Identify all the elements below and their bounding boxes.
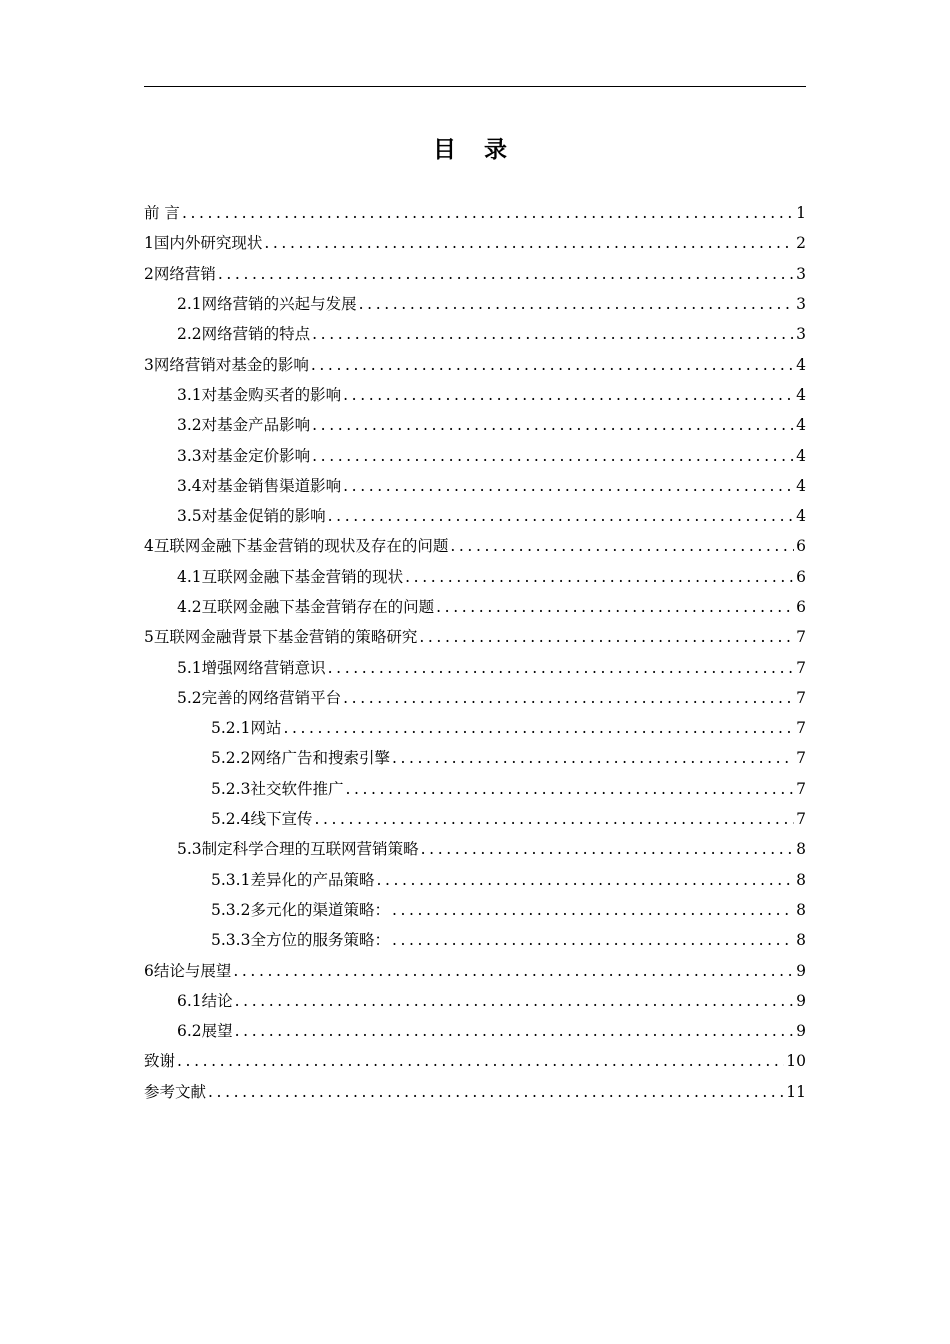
toc-entry[interactable] — [144, 895, 806, 925]
toc-entry[interactable] — [144, 925, 806, 955]
toc-entry[interactable] — [144, 562, 806, 592]
toc-page-number: 8 — [796, 900, 806, 919]
toc-entry-title: 5.3.2多元化的渠道策略： — [211, 895, 390, 925]
toc-page-number: 8 — [796, 840, 806, 859]
toc-entry-title: 2.2网络营销的特点 — [177, 319, 310, 349]
toc-dot-leader — [421, 834, 794, 864]
toc-entry[interactable] — [144, 228, 806, 258]
toc-entry[interactable] — [144, 804, 806, 834]
toc-page-number: 4 — [796, 476, 806, 495]
toc-entry-title: 2网络营销 — [144, 259, 216, 289]
toc-entry-title: 3.4对基金销售渠道影响 — [177, 471, 341, 501]
toc-entry[interactable] — [144, 319, 806, 349]
toc-entry[interactable] — [144, 259, 806, 289]
toc-dot-leader — [392, 743, 794, 773]
toc-entry-title: 3.1对基金购买者的影响 — [177, 380, 341, 410]
toc-dot-leader — [343, 683, 794, 713]
toc-page-number: 1 — [796, 204, 806, 223]
toc-entry-title: 4.1互联网金融下基金营销的现状 — [177, 562, 403, 592]
toc-page-number: 7 — [796, 749, 806, 768]
toc-dot-leader — [312, 319, 794, 349]
toc-page-number: 4 — [796, 385, 806, 404]
toc-entry[interactable] — [144, 471, 806, 501]
toc-entry[interactable] — [144, 743, 806, 773]
toc-page-number: 10 — [786, 1052, 806, 1071]
toc-page-number: 6 — [796, 537, 806, 556]
toc-entry-title: 前 言 — [144, 198, 180, 228]
toc-entry-title: 6.2展望 — [177, 1016, 233, 1046]
toc-page-number: 3 — [796, 295, 806, 314]
toc-entry[interactable] — [144, 955, 806, 985]
toc-entry-title: 5.3制定科学合理的互联网营销策略 — [177, 834, 419, 864]
toc-entry[interactable] — [144, 986, 806, 1016]
toc-dot-leader — [218, 259, 794, 289]
toc-entry-title: 5.2.1网站 — [211, 713, 281, 743]
toc-dot-leader — [182, 198, 794, 228]
toc-dot-leader — [345, 774, 794, 804]
toc-entry-title: 1国内外研究现状 — [144, 228, 262, 258]
toc-page-number: 11 — [786, 1082, 806, 1101]
toc-entry[interactable] — [144, 349, 806, 379]
toc-page-number: 4 — [796, 446, 806, 465]
toc-entry[interactable] — [144, 622, 806, 652]
toc-page-number: 8 — [796, 870, 806, 889]
toc-dot-leader — [312, 441, 794, 471]
toc-entry-title: 4互联网金融下基金营销的现状及存在的问题 — [144, 531, 448, 561]
toc-dot-leader — [450, 531, 794, 561]
header-rule — [144, 86, 806, 87]
toc-entry[interactable] — [144, 440, 806, 470]
toc-dot-leader — [235, 986, 794, 1016]
toc-entry-title: 6.1结论 — [177, 986, 233, 1016]
toc-entry[interactable] — [144, 380, 806, 410]
toc-page-number: 7 — [796, 658, 806, 677]
toc-entry[interactable] — [144, 289, 806, 319]
toc-entry-title: 4.2互联网金融下基金营销存在的问题 — [177, 592, 434, 622]
toc-dot-leader — [392, 925, 794, 955]
toc-page-number: 2 — [796, 234, 806, 253]
toc-dot-leader — [177, 1046, 784, 1076]
toc-dot-leader — [283, 713, 794, 743]
toc-entry[interactable] — [144, 1046, 806, 1076]
toc-page-number: 4 — [796, 355, 806, 374]
toc-page-number: 7 — [796, 628, 806, 647]
toc-dot-leader — [343, 380, 794, 410]
toc-title: 目 录 — [432, 137, 517, 163]
toc-entry[interactable] — [144, 501, 806, 531]
toc-dot-leader — [264, 228, 794, 258]
toc-page-number: 4 — [796, 507, 806, 526]
toc-entry[interactable] — [144, 774, 806, 804]
toc-dot-leader — [314, 804, 794, 834]
toc-entry-title: 5.2完善的网络营销平台 — [177, 683, 341, 713]
toc-dot-leader — [311, 350, 794, 380]
toc-page-number: 9 — [796, 991, 806, 1010]
toc-entry-title: 3.2对基金产品影响 — [177, 410, 310, 440]
toc-entry-title: 参考文献 — [144, 1077, 206, 1107]
toc-page-number: 6 — [796, 598, 806, 616]
toc-entry-title: 5.2.2网络广告和搜索引擎 — [211, 743, 390, 773]
toc-entry[interactable] — [144, 531, 806, 561]
toc-entry[interactable] — [144, 410, 806, 440]
toc-page-number: 3 — [796, 325, 806, 344]
toc-dot-leader — [343, 471, 794, 501]
toc-page-number: 7 — [796, 779, 806, 798]
toc-dot-leader — [359, 289, 794, 319]
toc-entry-title: 6结论与展望 — [144, 956, 231, 986]
toc-page-number: 7 — [796, 810, 806, 829]
toc-list — [144, 198, 806, 1107]
toc-page-number: 4 — [796, 416, 806, 435]
toc-dot-leader — [328, 653, 794, 683]
toc-page-number: 9 — [796, 961, 806, 980]
toc-dot-leader — [312, 410, 794, 440]
toc-entry-title: 5.3.3全方位的服务策略： — [211, 925, 390, 955]
toc-entry[interactable] — [144, 1016, 806, 1046]
toc-entry-title: 5.3.1差异化的产品策略 — [211, 865, 374, 895]
toc-entry[interactable] — [144, 1077, 806, 1107]
toc-dot-leader — [376, 865, 794, 895]
toc-page-number: 3 — [796, 264, 806, 283]
toc-page-number: 9 — [796, 1022, 806, 1041]
toc-entry-title: 致谢 — [144, 1046, 175, 1076]
toc-entry-title: 3.3对基金定价影响 — [177, 441, 310, 471]
toc-entry-title: 3网络营销对基金的影响 — [144, 350, 309, 380]
toc-entry[interactable] — [144, 713, 806, 743]
toc-entry[interactable] — [144, 652, 806, 682]
toc-dot-leader — [405, 562, 794, 592]
toc-page-number: 8 — [796, 931, 806, 950]
toc-entry-title: 5.2.3社交软件推广 — [211, 774, 343, 804]
toc-entry-title: 5.2.4线下宣传 — [211, 804, 312, 834]
toc-entry[interactable] — [144, 198, 806, 228]
toc-dot-leader — [419, 622, 794, 652]
toc-page-number: 6 — [796, 567, 806, 586]
toc-dot-leader — [208, 1077, 784, 1107]
toc-dot-leader — [328, 501, 794, 531]
toc-entry-title: 3.5对基金促销的影响 — [177, 501, 326, 531]
toc-entry[interactable] — [144, 683, 806, 713]
toc-entry[interactable] — [144, 592, 806, 622]
toc-entry[interactable] — [144, 865, 806, 895]
toc-dot-leader — [235, 1016, 794, 1046]
toc-dot-leader — [436, 592, 794, 622]
toc-entry-title: 5.1增强网络营销意识 — [177, 653, 326, 683]
toc-page-number: 7 — [796, 688, 806, 707]
toc-page-number: 7 — [796, 719, 806, 738]
toc-dot-leader — [392, 895, 794, 925]
toc-entry-title: 5互联网金融背景下基金营销的策略研究 — [144, 622, 417, 652]
toc-dot-leader — [233, 956, 794, 986]
toc-entry-title: 2.1网络营销的兴起与发展 — [177, 289, 357, 319]
toc-entry[interactable] — [144, 834, 806, 864]
